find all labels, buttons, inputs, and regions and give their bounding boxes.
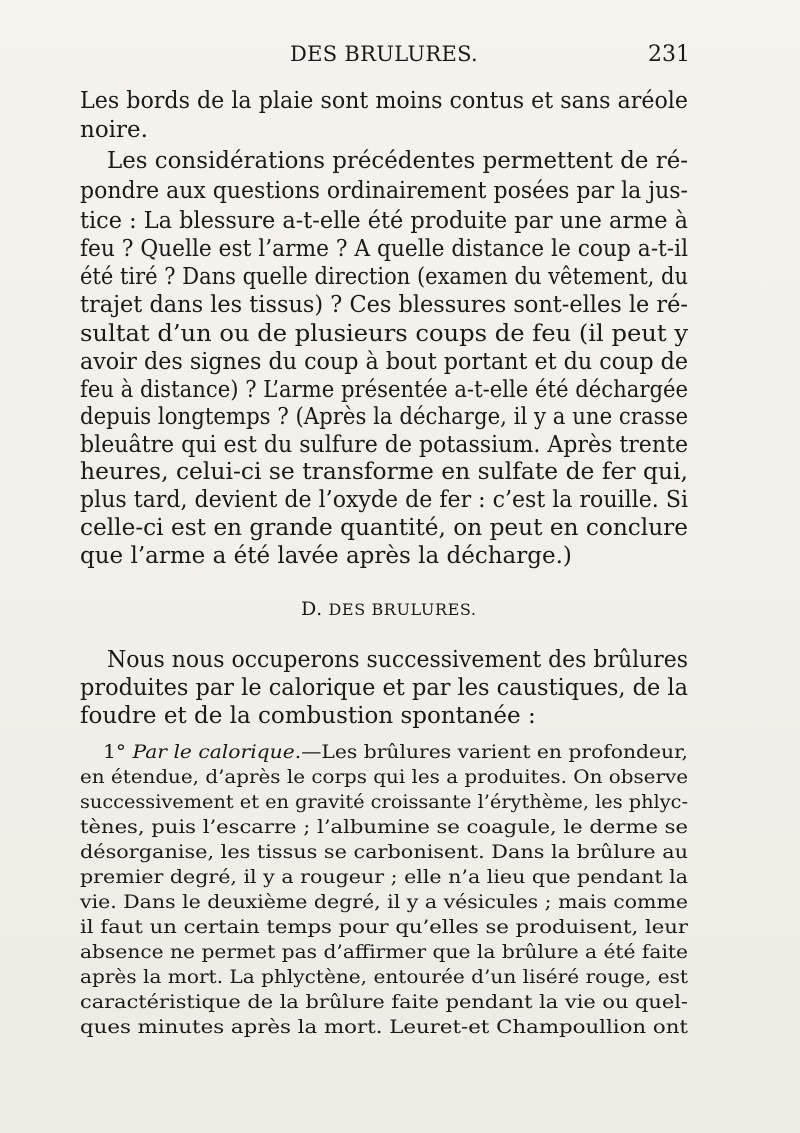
- text-line: tice : La blessure a-t-elle été produite par une arme à: [80, 208, 689, 234]
- text-line: Les bords de la plaie sont moins contus et sans aréole: [80, 88, 689, 114]
- text-line: après la mort. La phlyctène, entourée d’un liséré rouge, est: [80, 966, 688, 988]
- text-line: ques minutes après la mort. Leuret-et Champoullion ont: [80, 1016, 688, 1038]
- section-heading: [301, 598, 477, 620]
- text-line: successivement et en gravité croissante l’érythème, les phlyc-: [80, 791, 688, 813]
- section-title: DES BRULURES.: [328, 600, 477, 619]
- text-line: celle-ci est en grande quantité, on peut en conclure: [80, 515, 689, 541]
- text-line: que l’arme a été lavée après la décharge.): [80, 543, 572, 569]
- text-line: feu ? Quelle est l’arme ? A quelle distance le coup a-t-il: [80, 236, 689, 262]
- text-line: plus tard, devient de l’oxyde de fer : c’est la rouille. Si: [80, 487, 689, 513]
- text-line: foudre et de la combustion spontanée :: [80, 703, 536, 729]
- text-line: [103, 741, 688, 763]
- text-line: Nous nous occuperons successivement des brûlures: [107, 647, 688, 673]
- text-line: pondre aux questions ordinairement posées par la jus-: [80, 178, 688, 204]
- page-number: 231: [648, 42, 690, 67]
- text-line: noire.: [80, 117, 148, 143]
- text-line: été tiré ? Dans quelle direction (examen du vêtement, du: [80, 264, 688, 290]
- text-line: vie. Dans le deuxième degré, il y a vésicules ; mais comme: [80, 891, 689, 913]
- running-head: DES BRULURES.: [290, 42, 479, 66]
- text-line: absence ne permet pas d’affirmer que la brûlure a été faite: [80, 941, 688, 963]
- text-line: bleuâtre qui est du sulfure de potassium. Après trente: [80, 432, 689, 458]
- text-line: tènes, puis l’escarre ; l’albumine se coagule, le derme se: [80, 816, 689, 838]
- text-line: premier degré, il y a rougeur ; elle n’a lieu que pendant la: [80, 866, 689, 888]
- text-line: désorganise, les tissus se carbonisent. Dans la brûlure au: [80, 841, 689, 863]
- text-line: il faut un certain temps pour qu’elles se produisent, leur: [80, 916, 689, 938]
- page-header: [0, 42, 800, 78]
- text-line: trajet dans les tissus) ? Ces blessures sont-elles le ré-: [80, 292, 688, 318]
- text-line: feu à distance) ? L’arme présentée a-t-elle été déchargée: [80, 377, 689, 403]
- text-line: Les considérations précédentes permettent de ré-: [107, 148, 689, 174]
- section-letter: D.: [301, 598, 323, 620]
- text-line: depuis longtemps ? (Après la décharge, il y a une crasse: [80, 404, 689, 430]
- text-line: caractéristique de la brûlure faite pendant la vie ou quel-: [80, 991, 688, 1013]
- text-line-rest: —Les brûlures varient en profondeur,: [301, 741, 688, 763]
- text-line: sultat d’un ou de plusieurs coups de feu (il peut y: [80, 321, 689, 347]
- text-line: avoir des signes du coup à bout portant et du coup de: [80, 349, 689, 375]
- text-line: en étendue, d’après le corps qui les a produites. On observe: [80, 766, 689, 788]
- item-heading: Par le calorique.: [132, 741, 302, 763]
- text-line: heures, celui-ci se transforme en sulfate de fer qui,: [80, 459, 689, 485]
- text-line: produites par le calorique et par les caustiques, de la: [80, 675, 688, 701]
- item-number: 1°: [103, 741, 127, 763]
